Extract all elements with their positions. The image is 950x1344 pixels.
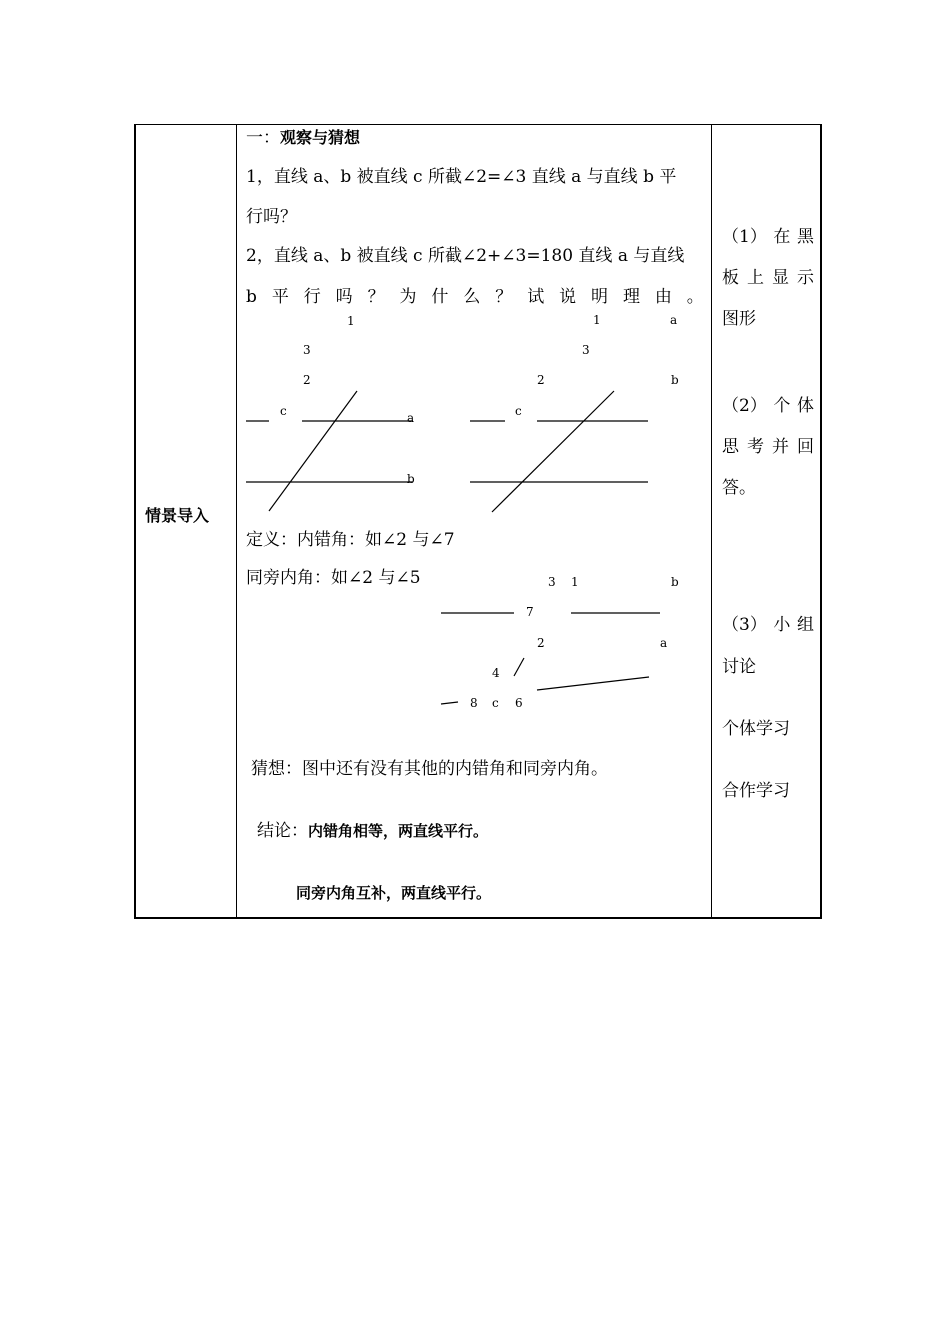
fig3-label: c [492,696,499,710]
conclusion-2: 同旁内角互补，两直线平行。 [296,884,492,902]
fig2-label: 1 [593,313,601,327]
fig3-line-short [441,702,458,704]
fig3-label: 1 [571,575,579,589]
note-char: 示 [797,268,814,288]
conclusion-1 [257,821,488,841]
q2-char: 由 [654,287,672,307]
fig3-label: 7 [526,605,534,619]
q2-char: ？ [367,287,385,307]
q2-char: 平 [271,287,289,307]
note-char: 组 [796,615,814,635]
fig3-label: 2 [537,636,545,650]
q2-char: 什 [431,287,449,307]
note-char: （3） [722,615,767,635]
fig3-line-a [537,677,649,690]
note-char: 思 [722,437,739,457]
question-1-line-1: 1，直线 a、b 被直线 c 所截∠2=∠3 直线 a 与直线 b 平 [246,167,677,187]
fig3-label: 3 [548,575,556,589]
q2-char: 理 [622,287,640,307]
fig3-line-c-segment [514,658,524,676]
note-char: 回 [797,437,814,457]
note-char: 板 [722,268,739,288]
fig2-label: c [515,404,522,418]
note-char: 小 [773,615,791,635]
fig1-label: 2 [303,373,311,387]
q2-char: 吗 [335,287,353,307]
row-label: 情景导入 [145,506,210,525]
note-5: 合作学习 [722,781,790,801]
fig2-line-c [492,391,614,512]
definition-same-side-interior: 同旁内角：如∠2 与∠5 [246,568,421,588]
fig3-label: b [671,575,679,589]
q2-char: 试 [527,287,545,307]
note-2-line-1 [722,396,814,416]
fig1-label: 3 [303,343,311,357]
question-1-line-2: 行吗？ [246,207,297,227]
fig1-label: b [407,472,415,486]
conclusion-label: 结论： [257,821,308,841]
note-3-line-2: 讨论 [722,657,756,677]
note-char: （1） [722,227,767,247]
fig2-label: a [670,313,678,327]
definition-alternate-interior: 定义：内错角：如∠2 与∠7 [246,530,455,550]
note-char: 体 [796,396,814,416]
section-title: 观察与猜想 [280,128,361,147]
note-3-line-1 [722,615,814,635]
q2-char: 。 [686,287,704,307]
q2-char: 为 [399,287,417,307]
question-2-line-1: 2，直线 a、b 被直线 c 所截∠2+∠3=180 直线 a 与直线 [246,246,685,266]
q2-char: 么 [463,287,481,307]
note-char: 上 [747,268,764,288]
fig3-label: 8 [470,696,478,710]
note-char: 显 [772,268,789,288]
fig2-label: b [671,373,679,387]
fig1-label: 1 [347,314,355,328]
note-char: 在 [773,227,791,247]
note-1-line-2 [722,268,814,288]
q2-char: 明 [591,287,609,307]
fig3-label: 6 [515,696,523,710]
q2-char: ？ [495,287,513,307]
fig1-label: c [280,404,287,418]
q2-char: b [246,287,257,307]
note-char: 个 [773,396,791,416]
note-4: 个体学习 [722,719,790,739]
note-2-line-3: 答。 [722,478,756,498]
fig2-label: 3 [582,343,590,357]
q2-char: 说 [559,287,577,307]
guess-text: 猜想：图中还有没有其他的内错角和同旁内角。 [251,759,608,779]
conclusion-1-text: 内错角相等，两直线平行。 [308,822,489,840]
note-char: 黑 [796,227,814,247]
fig1-label: a [407,411,415,425]
note-1-line-3: 图形 [722,309,756,329]
note-char: 并 [772,437,789,457]
q2-char: 行 [303,287,321,307]
note-char: （2） [722,396,767,416]
fig3-label: a [660,636,668,650]
fig2-label: 2 [537,373,545,387]
note-1-line-1 [722,227,814,247]
section-prefix: 一： [246,128,280,148]
note-char: 考 [747,437,764,457]
note-2-line-2 [722,437,814,457]
fig3-label: 4 [492,666,500,680]
